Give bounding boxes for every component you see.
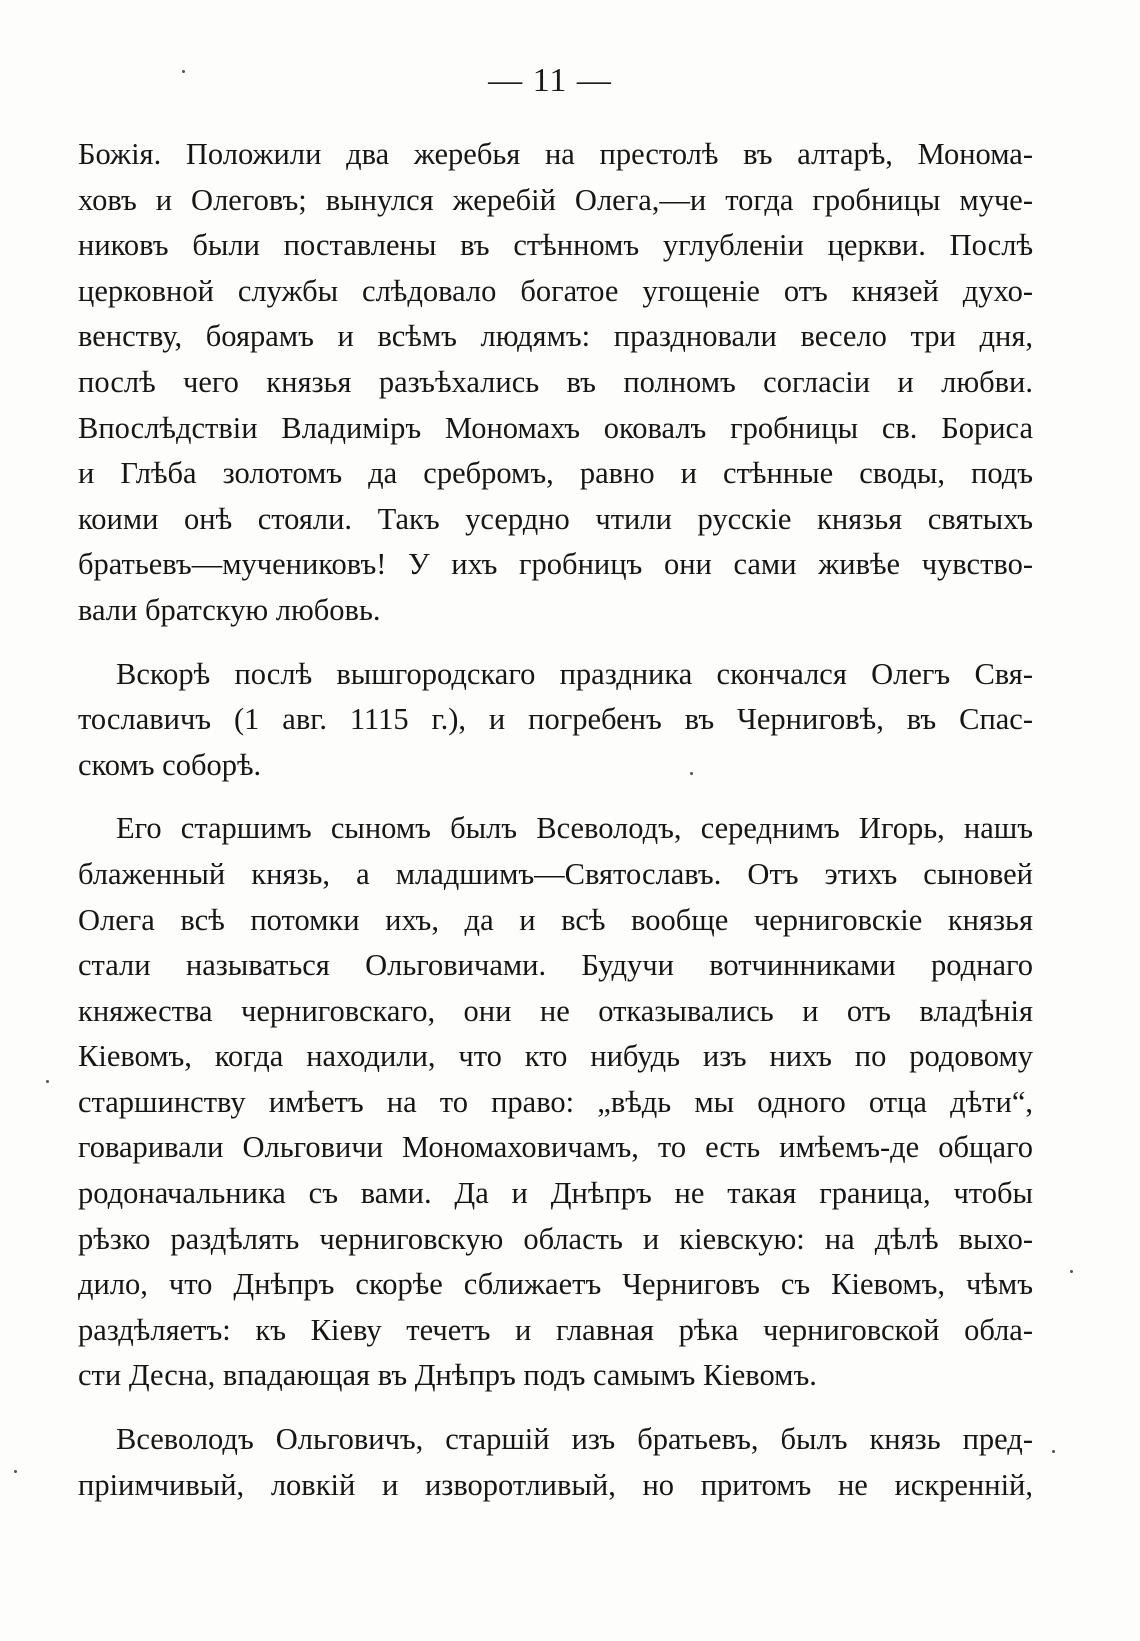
text-line: старшинству имѣетъ на то право: „вѣдь мы одного отца дѣти“,	[78, 1084, 1033, 1119]
text-line: никовъ были поставлены въ стѣнномъ углубленіи церкви. Послѣ	[78, 228, 1033, 263]
text-line: венству, боярамъ и всѣмъ людямъ: праздновали весело три дня,	[78, 319, 1033, 354]
text-line: дило, что Днѣпръ скорѣе сближаетъ Черниговъ съ Кіевомъ, чѣмъ	[78, 1267, 1033, 1302]
text-line: раздѣляетъ: къ Кіеву течетъ и главная рѣка черниговской обла-	[78, 1312, 1033, 1347]
paragraph-2	[78, 652, 1033, 789]
scan-speck	[182, 70, 185, 73]
paragraph-3	[78, 806, 1033, 1399]
text-line: рѣзко раздѣлять черниговскую область и кіевскую: на дѣлѣ выхо-	[78, 1221, 1033, 1256]
text-line: родоначальника съ вами. Да и Днѣпръ не такая граница, чтобы	[78, 1176, 1033, 1211]
text-line: скомъ соборѣ.	[78, 747, 262, 782]
paragraph-4	[78, 1417, 1033, 1508]
text-line: вали братскую любовь.	[78, 592, 381, 627]
text-line: тославичъ (1 авг. 1115 г.), и погребенъ въ Черниговѣ, въ Спас-	[78, 702, 1033, 737]
text-line: княжества черниговскаго, они не отказывались и отъ владѣнія	[78, 993, 1033, 1028]
text-line: и Глѣба золотомъ да сребромъ, равно и стѣнные своды, подъ	[78, 456, 1033, 491]
scan-speck	[690, 772, 693, 775]
text-line: послѣ чего князья разъѣхались въ полномъ согласіи и любви.	[78, 364, 1033, 399]
text-line: коими онѣ стояли. Такъ усердно чтили русскіе князья святыхъ	[78, 501, 1033, 536]
text-line: Кіевомъ, когда находили, что кто нибудь изъ нихъ по родовому	[78, 1039, 1033, 1074]
text-line: стали называться Ольговичами. Будучи вотчинниками роднаго	[78, 948, 1033, 983]
page-number: — 11 —	[488, 62, 612, 99]
text-line: Его старшимъ сыномъ былъ Всеволодъ, середнимъ Игорь, нашъ	[116, 811, 1033, 846]
scan-speck	[1052, 1450, 1055, 1453]
text-line: блаженный князь, а младшимъ—Святославъ. Отъ этихъ сыновей	[78, 856, 1033, 891]
paragraph-1	[78, 132, 1033, 634]
scan-speck	[1070, 1270, 1073, 1273]
text-line: говаривали Ольговичи Мономаховичамъ, то есть имѣемъ-де общаго	[78, 1130, 1033, 1165]
text-line: Всеволодъ Ольговичъ, старшій изъ братьевъ, былъ князь пред-	[116, 1422, 1033, 1457]
text-line: братьевъ—мучениковъ! У ихъ гробницъ они сами живѣе чувство-	[78, 547, 1033, 582]
scan-speck	[46, 1080, 49, 1083]
text-line: пріимчивый, ловкій и изворотливый, но притомъ не искренній,	[78, 1467, 1033, 1502]
body-text	[78, 132, 1033, 1508]
text-line: Божія. Положили два жеребья на престолѣ въ алтарѣ, Монома-	[78, 137, 1033, 171]
text-line: ховъ и Олеговъ; вынулся жеребій Олега,—и тогда гробницы муче-	[78, 182, 1033, 217]
text-line: сти Десна, впадающая въ Днѣпръ подъ самымъ Кіевомъ.	[78, 1358, 817, 1393]
text-line: Олега всѣ потомки ихъ, да и всѣ вообще черниговскіе князья	[78, 902, 1033, 937]
text-line: Вскорѣ послѣ вышгородскаго праздника скончался Олегъ Свя-	[116, 656, 1033, 691]
text-line: Впослѣдствіи Владиміръ Мономахъ оковалъ гробницы св. Бориса	[78, 410, 1033, 445]
text-line: церковной службы слѣдовало богатое угощеніе отъ князей духо-	[78, 273, 1033, 308]
scan-speck	[14, 1470, 17, 1473]
